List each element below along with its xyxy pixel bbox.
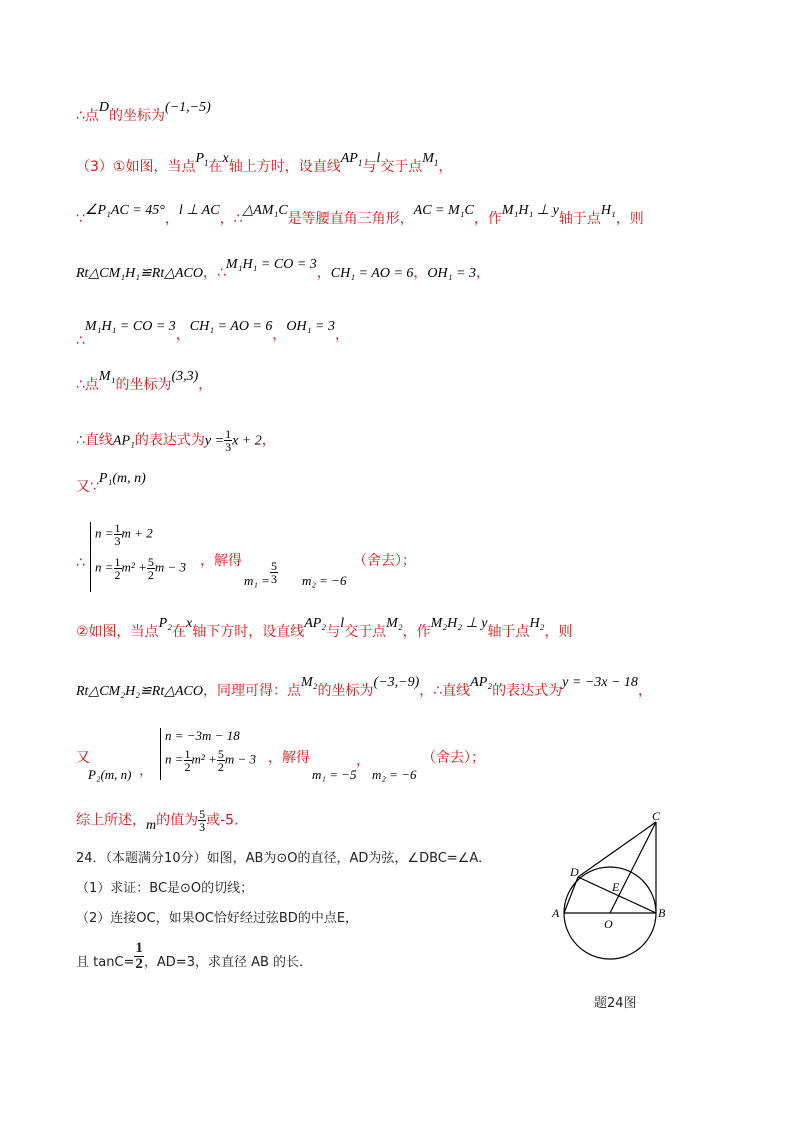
question-24-part-2-cont: 且 tanC= $\frac{1}{2}$ ，AD=3，求直径 AB 的长． bbox=[76, 940, 313, 972]
solution-m1-case2: m₁ = −5 bbox=[312, 767, 357, 782]
solution-m1: m₁ = $\frac{5}{3}$ bbox=[244, 559, 277, 589]
solve-label-2: ，解得 bbox=[268, 750, 310, 766]
line-because-angle: ∵∠P₁AC = 45°，l ⊥ AC，∴△AM₁C是等腰直角三角形，AC = M₁C，作M₁H₁ ⊥ y轴于点H₁，则 bbox=[76, 203, 644, 227]
line-congruence-1: Rt△CM₁H₁≌Rt△ACO，∴M₁H₁ = CO = 3，CH₁ = AO = 6，OH₁ = 3， bbox=[76, 257, 490, 281]
solution-m2: m₂ = −6 bbox=[302, 573, 347, 588]
line-m1-coordinate: ∴点M₁的坐标为(3,3)， bbox=[76, 369, 213, 393]
line-therefore-lengths: ∴M₁H₁ = CO = 3，CH₁ = AO = 6，OH₁ = 3， bbox=[76, 319, 349, 349]
comma-2: ， bbox=[139, 763, 153, 779]
p2-point: P₂(m, n) bbox=[88, 767, 132, 782]
question-24-part-2: （2）连接OC，如果OC恰好经过弦BD的中点E， bbox=[76, 911, 359, 926]
line-case-2-intro: ②如图，当点P₂在x轴下方时，设直线AP₂与l交于点M₂，作M₂H₂ ⊥ y轴于点H₂，则 bbox=[76, 616, 573, 640]
comma-3: ， bbox=[356, 753, 370, 769]
label-d: D bbox=[570, 865, 579, 879]
equation-system-1: n = $\frac{1}{3}$ m + 2 n = $\frac{1}{2}$ m² + $\frac{5}{2}$ m − 3 bbox=[90, 522, 186, 592]
line-point-d: ∴点D的坐标为(−1,−5) bbox=[76, 100, 211, 124]
also-label: 又 bbox=[76, 750, 90, 766]
geometry-figure bbox=[540, 810, 690, 970]
question-24-stem: 24．（本题满分10分）如图，AB为⊙O的直径，AD为弦，∠DBC=∠A． bbox=[76, 851, 492, 866]
figure-caption: 题24图 bbox=[594, 996, 637, 1011]
line-conclusion: 综上所述，m的值为 $\frac{5}{3}$ 或-5. bbox=[76, 807, 239, 834]
chord-ad bbox=[564, 877, 578, 913]
question-24-part-1: （1）求证：BC是⊙O的切线； bbox=[76, 881, 254, 896]
line-ap1-expression: ∴直线AP₁的表达式为y = $\frac{1}{3}$ x + 2， bbox=[76, 427, 276, 454]
line-case-1-intro: （3）①如图，当点$P_1$在x轴上方时，设直线$AP_1$与l交于点$M_1$， bbox=[76, 151, 453, 175]
label-o: O bbox=[604, 917, 613, 931]
label-e: E bbox=[612, 880, 620, 894]
solve-label-1: ，解得 bbox=[200, 553, 242, 569]
therefore-symbol: ∴ bbox=[76, 555, 85, 571]
equation-system-2: n = −3m − 18 n = $\frac{1}{2}$ m² + $\frac{5}{2}$ m − 3 bbox=[160, 728, 256, 780]
label-a: A bbox=[552, 906, 560, 920]
discard-note-1: （舍去）； bbox=[353, 553, 416, 569]
label-b: B bbox=[658, 906, 666, 920]
segment-dc bbox=[578, 822, 656, 877]
label-c: C bbox=[652, 810, 661, 823]
discard-note-2: （舍去）； bbox=[422, 750, 485, 766]
line-congruence-2: Rt△CM₂H₂≌Rt△ACO，同理可得：点M₂的坐标为(−3,−9)，∴直线AP₂的表达式为y = −3x − 18， bbox=[76, 675, 652, 699]
line-p1-given: 又∵P₁(m, n) bbox=[76, 471, 146, 495]
solution-m2-case2: m₂ = −6 bbox=[372, 767, 417, 782]
